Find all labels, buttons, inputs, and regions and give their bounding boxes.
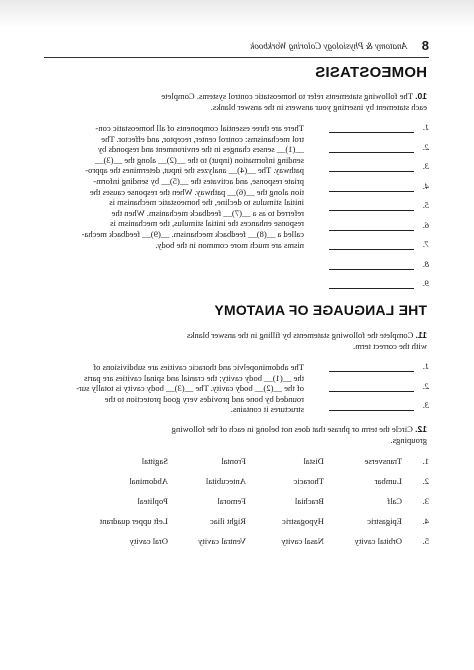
page-number: 8 [421,38,429,53]
grouping-term[interactable]: Abdominal [129,476,168,486]
grouping-row [49,476,429,486]
blank-number: 2. [422,380,429,391]
grouping-number: 2. [422,476,429,486]
paragraph-line: nisms are much more common in the body. [155,239,304,250]
answer-blank[interactable] [324,361,429,371]
paragraph-line: The abdominopelvic and thoracic cavities are subdivisions of [93,362,304,372]
grouping-term[interactable]: Ventral cavity [198,536,246,546]
grouping-row [49,496,429,506]
homeostasis-paragraph [42,123,304,250]
grouping-term[interactable]: Thoracic [293,476,324,486]
running-title: Anatomy & Physiology Coloring Workbook [250,41,407,51]
blank-line[interactable] [329,230,414,231]
blank-number: 6. [422,219,429,230]
answer-blank[interactable] [324,278,429,288]
grouping-number: 4. [422,516,429,526]
answer-blank[interactable] [324,259,429,269]
blank-line[interactable] [329,171,414,172]
grouping-term[interactable]: Femoral [217,496,246,506]
paragraph-line: of the __(2)__ body cavity. The __(3)__ body cavity is totally sur- [76,383,304,394]
answer-blank[interactable] [324,381,429,391]
answer-blank[interactable] [324,200,429,210]
grouping-term[interactable]: Lumbar [374,476,402,486]
question-12 [67,424,427,446]
paragraph-line: called a __(8)__ feedback mechanism. __(9)__ feedback mecha- [81,228,304,239]
paragraph-line: __(1)__ senses changes in the environment and responds by [97,144,304,155]
section-title-language: THE LANGUAGE OF ANATOMY [214,302,427,318]
blank-line[interactable] [329,269,414,270]
grouping-term[interactable]: Orbital cavity [354,536,402,546]
grouping-row [49,456,429,466]
paragraph-line: pathway. The __(4)__ analyzes the input, determines the appro- [85,165,304,176]
grouping-term[interactable]: Calf [387,496,402,506]
section-title-homeostasis: HOMEOSTASIS [315,64,427,81]
question-text-line: with the correct term. [353,341,427,351]
blank-number: 9. [422,278,429,288]
blank-number: 3. [422,400,429,410]
paragraph-line: There are three essential components of all homeostatic con- [95,123,304,133]
blank-line[interactable] [329,249,414,250]
grouping-number: 1. [422,456,429,466]
paragraph-line: rounded by bone and provides very good protection to the [104,393,304,404]
grouping-term[interactable]: Popliteal [137,496,168,506]
paragraph-line: structures it contains. [230,404,304,415]
question-number: 10. [415,91,427,101]
page-header [45,40,429,56]
answer-blank[interactable] [324,161,429,171]
blank-line[interactable] [329,391,414,392]
grouping-term[interactable]: Left upper quadrant [99,516,168,526]
grouping-row [49,516,429,526]
blank-number: 4. [422,180,429,191]
answer-blank[interactable] [324,400,429,410]
blank-line[interactable] [329,371,414,372]
blank-line[interactable] [329,152,414,153]
blank-number: 7. [422,239,429,249]
answer-blank[interactable] [324,181,429,191]
paragraph-line: tion along the __(6)__ pathway. When the response causes the [89,186,304,197]
paragraph-line: initial stimulus to decline, the homeostatic mechanism is [109,197,304,208]
grouping-term[interactable]: Hypogastric [281,516,324,526]
question-text-line: The following statements refer to homeostatic control systems. Complete [161,91,414,101]
answer-blank[interactable] [324,239,429,249]
blank-line[interactable] [329,191,414,192]
blank-number: 5. [422,200,429,210]
question-text-line: Circle the term or phrase that does not belong in each of the following [171,424,413,434]
blank-number: 2. [422,141,429,152]
grouping-term[interactable]: Distal [303,456,324,466]
paragraph-line: referred to as a __(7)__ feedback mechanism. When the [111,207,304,218]
answer-blank[interactable] [324,122,429,132]
grouping-term[interactable]: Frontal [221,456,246,466]
grouping-term[interactable]: Oral cavity [129,536,168,546]
header-rule [44,57,429,58]
language-paragraph [42,362,304,415]
question-11 [67,330,427,352]
question-text-line: Complete the following statements by filling in the answer blanks [186,330,414,340]
paragraph-line: trol mechanisms: control center, receptor, and effector. The [101,133,304,144]
grouping-term[interactable]: Epigastric [367,516,402,526]
blank-number: 8. [422,258,429,269]
question-10 [67,91,427,113]
blank-line[interactable] [329,210,414,211]
grouping-row [49,536,429,546]
paragraph-line: sending information (input) to the __(2)__ along the __(3)__ [94,154,304,165]
grouping-number: 3. [422,496,429,506]
blank-line[interactable] [329,288,414,289]
question-text-line: each statement by inserting your answers in the answer blanks. [210,102,427,112]
question-number: 12. [415,424,427,434]
paragraph-line: the __(1)__ body cavity; the cranial and spinal cavities are parts [83,372,304,383]
grouping-term[interactable]: Sagittal [141,456,168,466]
blank-number: 3. [422,161,429,171]
grouping-number: 5. [422,536,429,546]
blank-number: 1. [422,361,429,371]
paragraph-line: response enhances the initial stimulus, the mechanism is [110,218,304,229]
question-text-line: groupings. [390,435,427,445]
grouping-term[interactable]: Transverse [364,456,402,466]
grouping-term[interactable]: Antecubital [205,476,246,486]
answer-blank[interactable] [324,142,429,152]
grouping-term[interactable]: Nasal cavity [281,536,324,546]
grouping-term[interactable]: Brachial [294,496,324,506]
blank-number: 1. [422,122,429,132]
grouping-term[interactable]: Right iliac [209,516,246,526]
question-number: 11. [415,330,427,340]
paragraph-line: priate response, and activates the __(5)__ by sending inform- [93,175,304,186]
blank-line[interactable] [329,410,414,411]
blank-line[interactable] [329,132,414,133]
answer-blank[interactable] [324,220,429,230]
